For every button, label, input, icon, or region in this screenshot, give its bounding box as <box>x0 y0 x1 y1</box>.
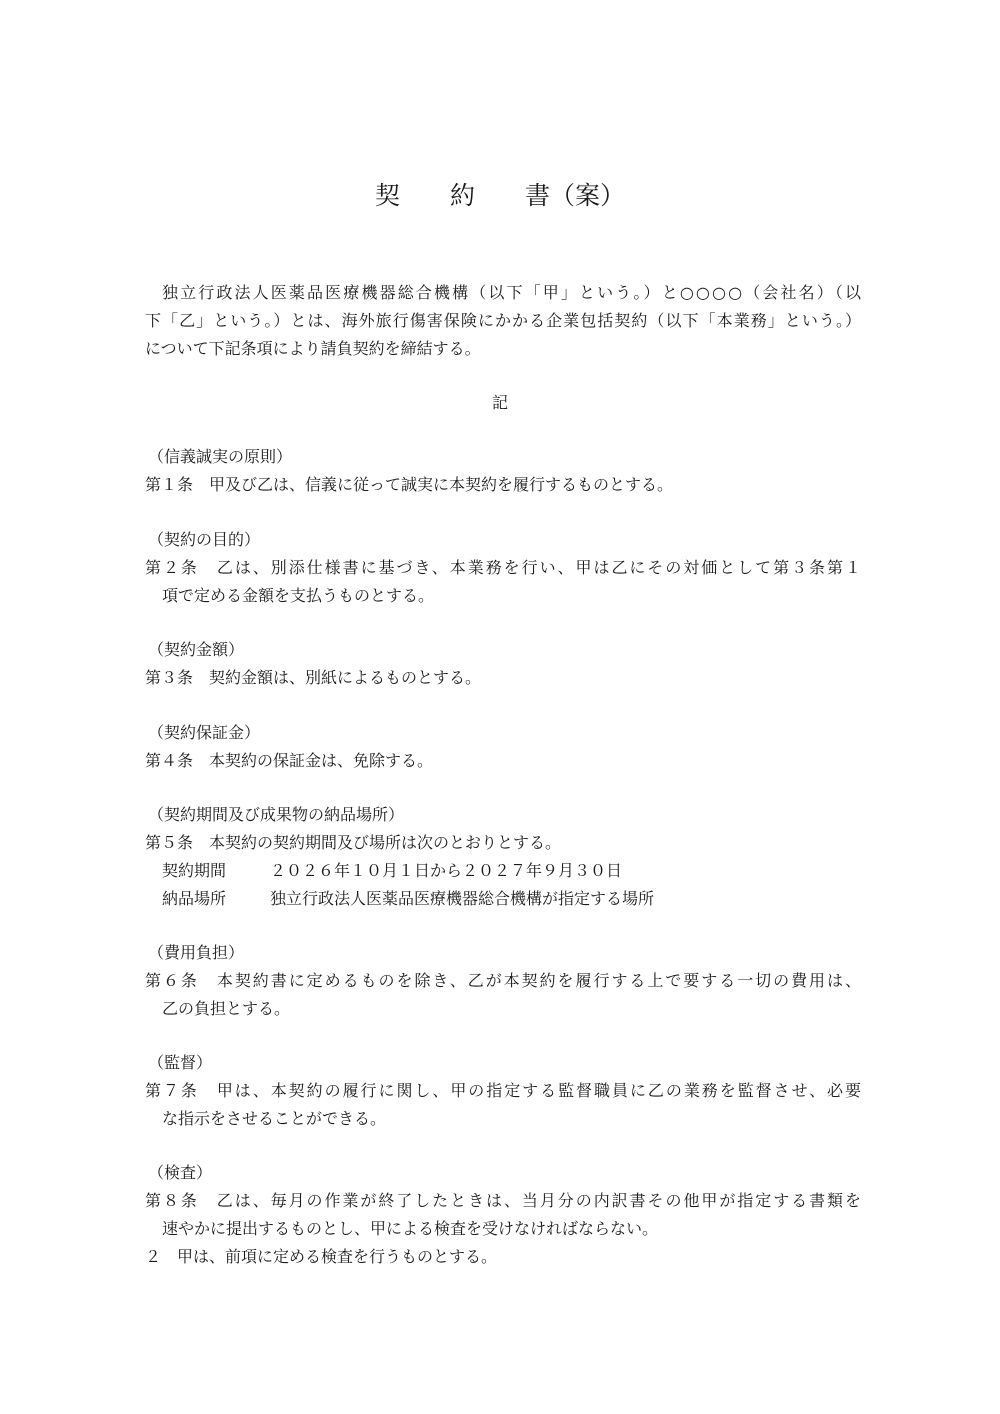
article-2-line-1: 第２条 乙は、別添仕様書に基づき、本業務を行い、甲は乙にその対価として第３条第１ <box>145 558 861 577</box>
article-6-line-1: 第６条 本契約書に定めるものを除き、乙が本契約を履行する上で要する一切の費用は、 <box>145 971 861 990</box>
delivery-place-value: 独立行政法人医薬品医療機器総合機構が指定する場所 <box>270 889 655 908</box>
article-7-line-2: な指示をさせることができる。 <box>162 1109 387 1128</box>
delivery-place-row <box>162 887 861 911</box>
delivery-place-label: 納品場所 <box>162 889 227 908</box>
article-7-line-1: 第７条 甲は、本契約の履行に関し、甲の指定する監督職員に乙の業務を監督させ、必要 <box>145 1081 861 1100</box>
preamble-line-1: 独立行政法人医薬品医療機器総合機構（以下「甲」という。）と○○○○（会社名）（以 <box>162 283 861 302</box>
preamble-line-2: 下「乙」という。）とは、海外旅行傷害保険にかかる企業包括契約（以下「本業務」という。） <box>145 311 861 330</box>
article-4-heading: （契約保証金） <box>148 723 261 742</box>
ki-marker: 記 <box>491 393 508 412</box>
preamble-line-3: について下記条項により請負契約を締結する。 <box>145 339 481 358</box>
article-1-heading: （信義誠実の原則） <box>148 447 293 466</box>
article-8-line-2: 速やかに提出するものとし、甲による検査を受けなければならない。 <box>162 1219 659 1238</box>
contract-period-row <box>162 859 861 883</box>
article-1-line-1: 第１条 甲及び乙は、信義に従って誠実に本契約を履行するものとする。 <box>145 475 674 494</box>
article-5-heading: （契約期間及び成果物の納品場所） <box>148 805 405 824</box>
article-8-line-1: 第８条 乙は、毎月の作業が終了したときは、当月分の内訳書その他甲が指定する書類を <box>145 1191 861 1210</box>
article-4-line-1: 第４条 本契約の保証金は、免除する。 <box>145 751 434 770</box>
article-2-line-2: 項で定める金額を支払うものとする。 <box>162 586 435 605</box>
article-6-line-2: 乙の負担とする。 <box>162 999 291 1018</box>
article-5-line-1: 第５条 本契約の契約期間及び場所は次のとおりとする。 <box>145 833 562 852</box>
article-7-heading: （監督） <box>148 1053 213 1072</box>
article-8-heading: （検査） <box>148 1163 213 1182</box>
article-6-heading: （費用負担） <box>148 943 245 962</box>
article-3-line-1: 第３条 契約金額は、別紙によるものとする。 <box>145 668 482 687</box>
article-2-heading: （契約の目的） <box>148 530 261 549</box>
document-title: 契 約 書（案） <box>374 181 625 210</box>
contract-period-value: ２０２６年１０月１日から２０２７年９月３０日 <box>270 861 623 880</box>
article-3-heading: （契約金額） <box>148 640 245 659</box>
contract-period-label: 契約期間 <box>162 861 227 880</box>
article-8-paragraph-2: ２ 甲は、前項に定める検査を行うものとする。 <box>145 1247 498 1266</box>
